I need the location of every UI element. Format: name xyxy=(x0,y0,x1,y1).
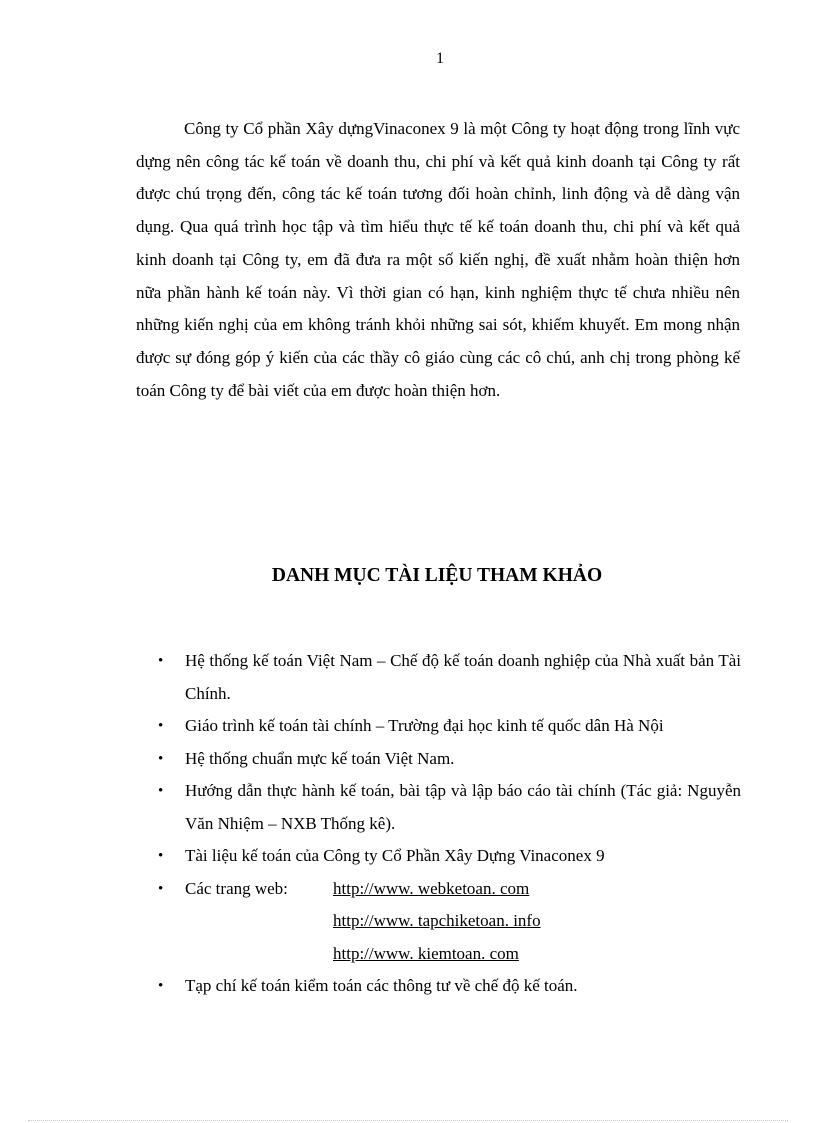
website-link-tapchiketoan[interactable]: http://www. tapchiketoan. info xyxy=(333,911,541,930)
bullet-icon: • xyxy=(158,880,164,897)
bullet-icon: • xyxy=(158,750,164,767)
bullet-icon: • xyxy=(158,653,164,669)
references-list xyxy=(0,645,816,1003)
reference-text: Hướng dẫn thực hành kế toán, bài tập và lập báo cáo tài chính (Tác giả: Nguyễn Văn Nhiệm – NXB Thống kê). xyxy=(185,781,741,833)
bullet-icon: • xyxy=(158,848,164,864)
page-number: 1 xyxy=(436,50,444,67)
list-item-websites xyxy=(0,873,741,971)
reference-text: Hệ thống chuẩn mực kế toán Việt Nam. xyxy=(185,748,455,768)
list-item xyxy=(0,840,741,873)
websites-links xyxy=(333,873,541,971)
websites-label: Các trang web: xyxy=(185,878,288,898)
list-item xyxy=(0,710,741,743)
reference-text: Hệ thống kế toán Việt Nam – Chế độ kế toán doanh nghiệp của Nhà xuất bản Tài Chính. xyxy=(185,651,741,703)
bullet-icon: • xyxy=(158,718,164,734)
reference-text: Tài liệu kế toán của Công ty Cổ Phần Xây Dựng Vinaconex 9 xyxy=(185,846,605,865)
websites-row xyxy=(185,873,741,971)
references-heading: DANH MỤC TÀI LIỆU THAM KHẢO xyxy=(271,565,603,586)
website-link-kiemtoan[interactable]: http://www. kiemtoan. com xyxy=(333,943,519,963)
bullet-icon: • xyxy=(158,783,164,799)
bullet-icon: • xyxy=(158,978,164,994)
footer-divider xyxy=(28,1120,788,1121)
reference-text: Giáo trình kế toán tài chính – Trường đại học kinh tế quốc dân Hà Nội xyxy=(185,716,664,735)
list-item xyxy=(0,645,741,710)
list-item xyxy=(0,970,741,1003)
intro-paragraph: Công ty Cổ phần Xây dựngVinaconex 9 là một Công ty hoạt động trong lĩnh vực dựng nên công tác kế toán về doanh thu, chi phí và kết quả kinh doanh tại Công ty rất được chú trọng đến, công tác kế toán tương đối hoàn chỉnh, linh động và dễ dàng vận dụng. Qua quá trình học tập và tìm hiểu thực tế kế toán doanh thu, chi phí và kết quả kinh doanh tại Công ty, em đã đưa ra một số kiến nghị, đề xuất nhằm hoàn thiện hơn nữa phần hành kế toán này. Vì thời gian có hạn, kinh nghiệm thực tế chưa nhiều nên những kiến nghị của em không tránh khỏi những sai sót, khiếm khuyết. Em mong nhận được sự đóng góp ý kiến của các thầy cô giáo cùng các cô chú, anh chị trong phòng kế toán Công ty để bài viết của em được hoàn thiện hơn. xyxy=(136,119,740,400)
list-item xyxy=(0,743,741,776)
list-item xyxy=(0,775,741,840)
website-link-webketoan[interactable]: http://www. webketoan. com xyxy=(333,878,530,898)
reference-text: Tạp chí kế toán kiểm toán các thông tư về chế độ kế toán. xyxy=(185,976,578,995)
